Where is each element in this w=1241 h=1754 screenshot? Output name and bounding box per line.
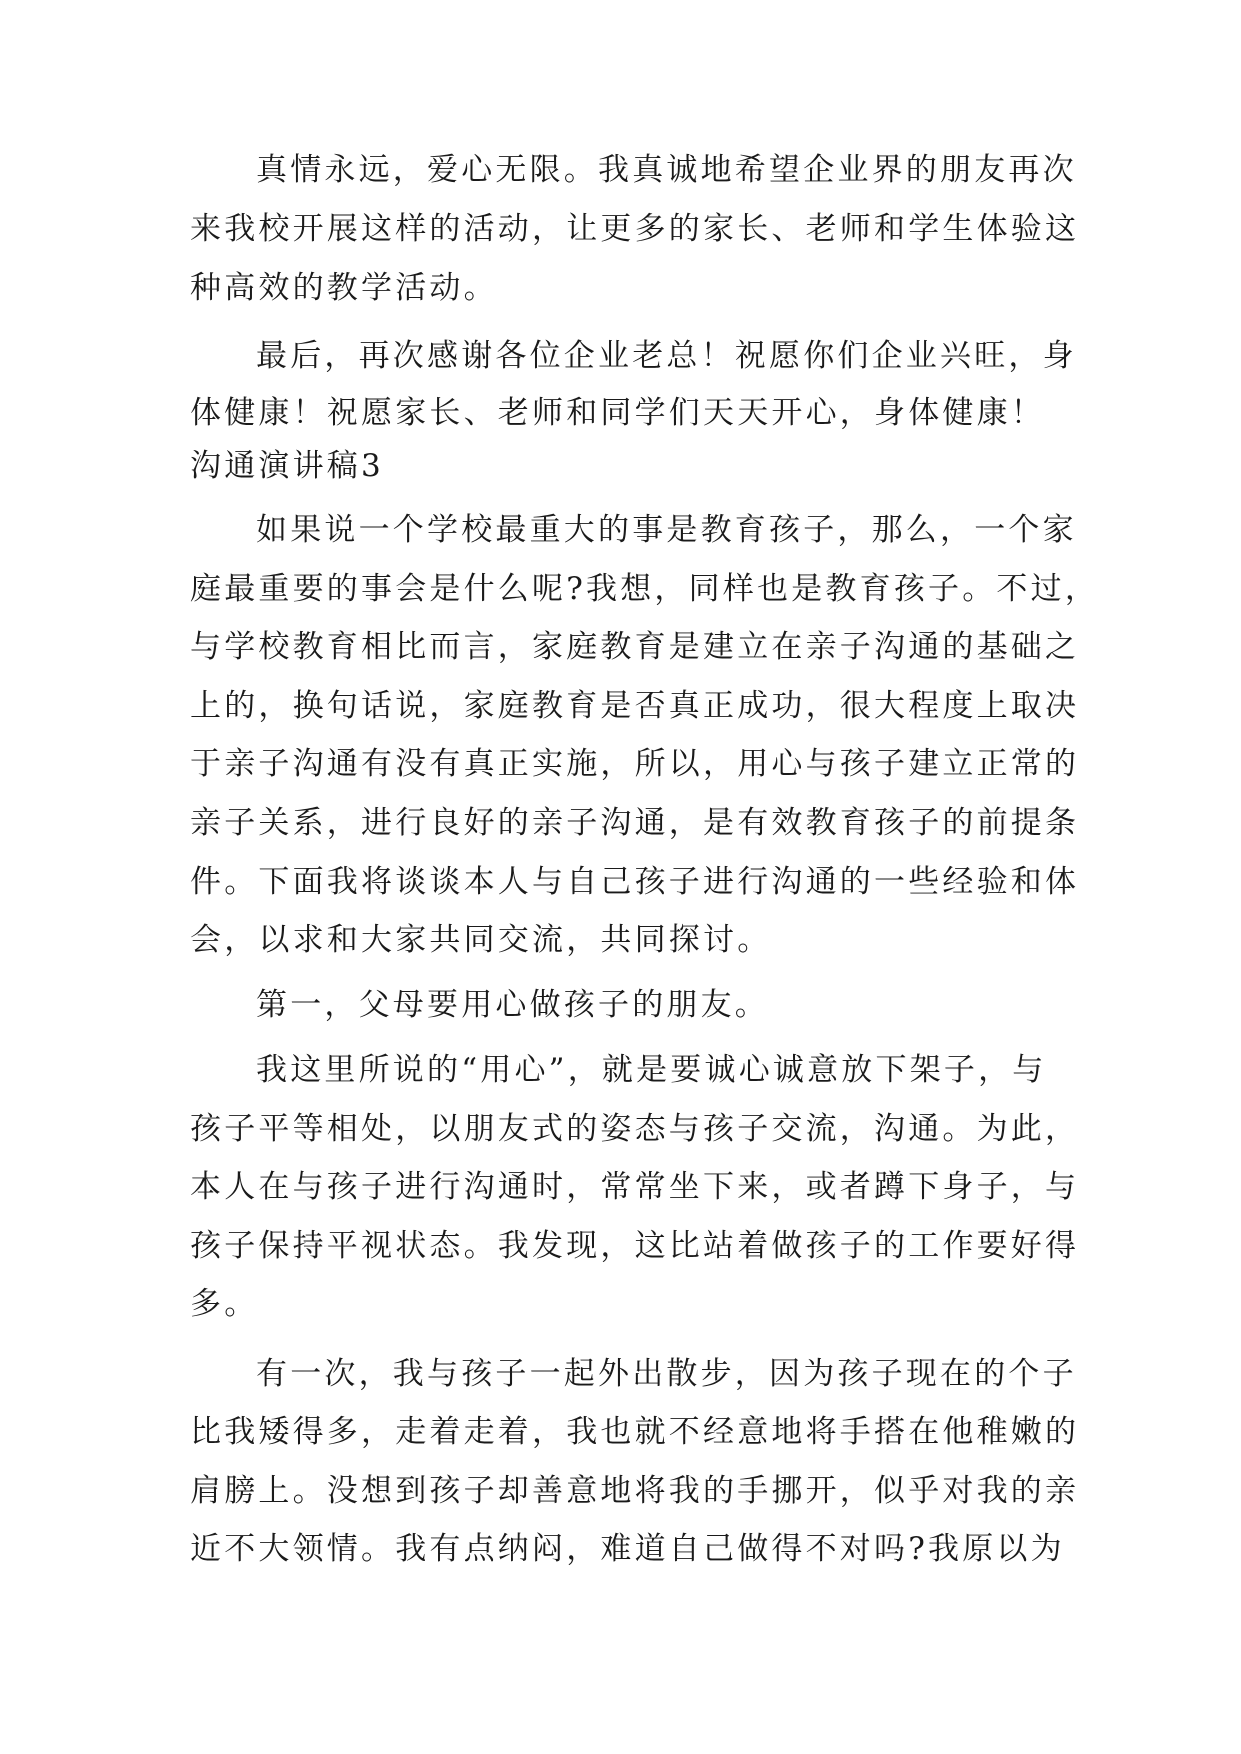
- paragraph-line: 件。下面我将谈谈本人与自己孩子进行沟通的一些经验和体: [190, 864, 1080, 900]
- paragraph-line: 来我校开展这样的活动，让更多的家长、老师和学生体验这: [190, 211, 1080, 247]
- paragraph-line: 如果说一个学校最重大的事是教育孩子，那么，一个家: [256, 512, 1077, 548]
- paragraph-line: 本人在与孩子进行沟通时，常常坐下来，或者蹲下身子，与: [190, 1169, 1080, 1205]
- paragraph-line: 最后，再次感谢各位企业老总！祝愿你们企业兴旺，身: [256, 338, 1077, 374]
- paragraph-line: 孩子平等相处，以朋友式的姿态与孩子交流，沟通。为此，: [190, 1111, 1080, 1147]
- paragraph-line: 孩子保持平视状态。我发现，这比站着做孩子的工作要好得: [190, 1228, 1080, 1264]
- paragraph-line: 多。: [190, 1286, 259, 1322]
- paragraph-line: 肩膀上。没想到孩子却善意地将我的手挪开，似乎对我的亲: [190, 1473, 1080, 1509]
- paragraph-line: 庭最重要的事会是什么呢?我想，同样也是教育孩子。不过，: [190, 571, 1100, 607]
- paragraph-line: 我这里所说的“用心”，就是要诚心诚意放下架子，与: [256, 1052, 1047, 1088]
- paragraph-line: 有一次，我与孩子一起外出散步，因为孩子现在的个子: [256, 1356, 1077, 1392]
- paragraph-line: 真情永远，爱心无限。我真诚地希望企业界的朋友再次: [256, 152, 1077, 188]
- paragraph-line: 上的，换句话说，家庭教育是否真正成功，很大程度上取决: [190, 688, 1080, 724]
- section-title: 沟通演讲稿3: [190, 448, 384, 484]
- paragraph-line: 体健康！祝愿家长、老师和同学们天天开心，身体健康！: [190, 395, 1045, 431]
- paragraph-line: 种高效的教学活动。: [190, 270, 498, 306]
- paragraph-line: 会，以求和大家共同交流，共同探讨。: [190, 922, 772, 958]
- paragraph-line: 比我矮得多，走着走着，我也就不经意地将手搭在他稚嫩的: [190, 1414, 1080, 1450]
- paragraph-line: 于亲子沟通有没有真正实施，所以，用心与孩子建立正常的: [190, 746, 1080, 782]
- paragraph-line: 亲子关系，进行良好的亲子沟通，是有效教育孩子的前提条: [190, 805, 1080, 841]
- paragraph-line: 与学校教育相比而言，家庭教育是建立在亲子沟通的基础之: [190, 629, 1080, 665]
- paragraph-line: 近不大领情。我有点纳闷，难道自己做得不对吗?我原以为: [190, 1531, 1065, 1567]
- paragraph-line: 第一，父母要用心做孩子的朋友。: [256, 987, 769, 1023]
